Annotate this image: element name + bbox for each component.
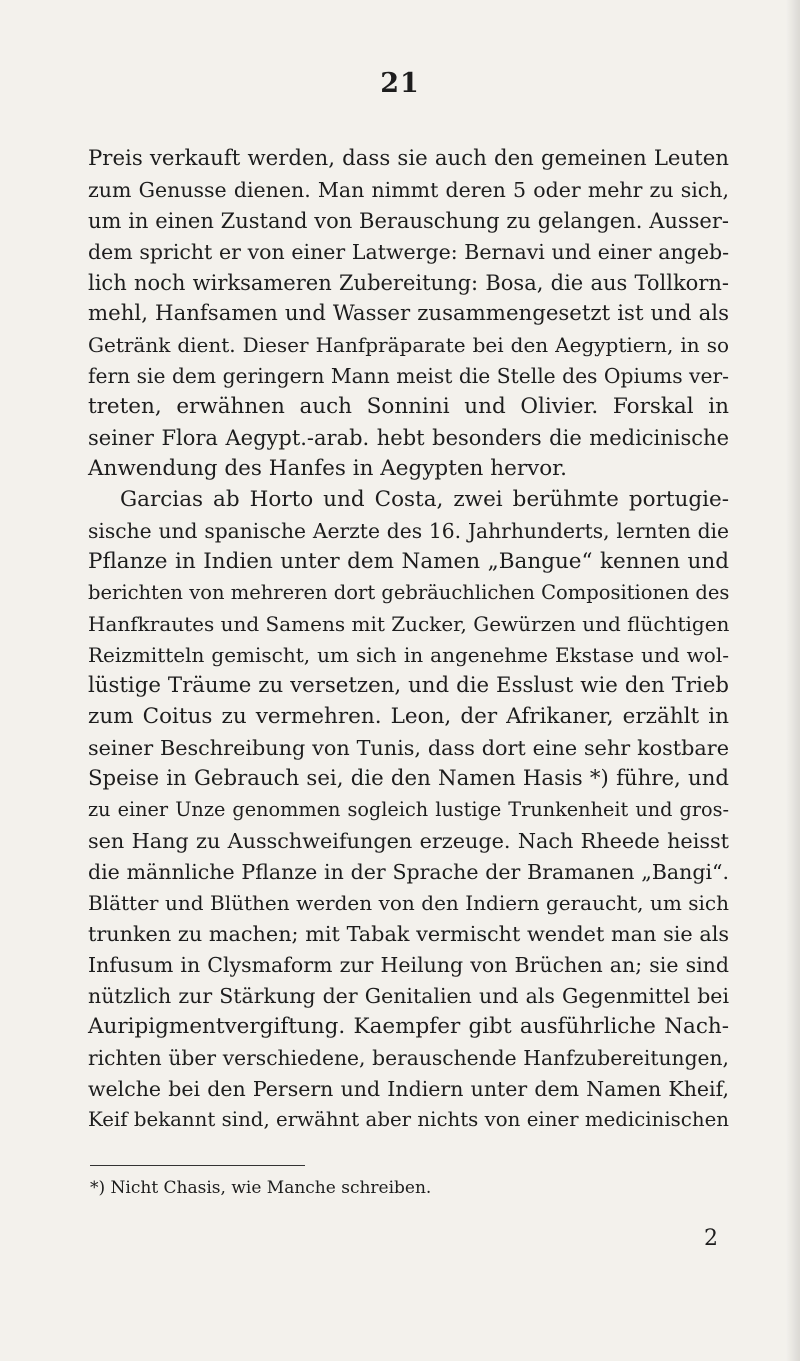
text-line: Anwendung des Hanfes in Aegypten hervor.: [88, 456, 567, 481]
text-line: mehl, Hanfsamen und Wasser zusammengesetzt ist und als: [88, 301, 729, 326]
text-line: lich noch wirksameren Zubereitung: Bosa, die aus Tollkorn-: [88, 271, 729, 295]
text-line: Getränk dient. Dieser Hanfpräparate bei den Aegyptiern, in so: [88, 333, 729, 357]
text-line: Pflanze in Indien unter dem Namen „Bangue“ kennen und: [88, 549, 729, 574]
text-line: Hanfkrautes und Samens mit Zucker, Gewürzen und flüchtigen: [88, 612, 730, 636]
text-line: seiner Flora Aegypt.-arab. hebt besonders die medicinische: [88, 426, 729, 450]
page-edge-shadow: [786, 0, 800, 1361]
text-line: lüstige Träume zu versetzen, und die Esslust wie den Trieb: [88, 673, 729, 698]
text-line: seiner Beschreibung von Tunis, dass dort eine sehr kostbare: [88, 736, 729, 760]
text-line: Garcias ab Horto und Costa, zwei berühmte portugie-: [120, 487, 729, 512]
text-line: welche bei den Persern und Indiern unter dem Namen Kheif,: [88, 1077, 729, 1101]
text-line: sen Hang zu Ausschweifungen erzeuge. Nach Rheede heisst: [88, 829, 729, 853]
text-line: trunken zu machen; mit Tabak vermischt wendet man sie als: [88, 922, 729, 946]
text-line: Reizmitteln gemischt, um sich in angenehme Ekstase und wol-: [88, 643, 729, 667]
text-line: Preis verkauft werden, dass sie auch den gemeinen Leuten: [88, 146, 729, 171]
footnote: *) Nicht Chasis, wie Manche schreiben.: [90, 1178, 432, 1198]
page-number: 21: [380, 68, 420, 99]
text-line: die männliche Pflanze in der Sprache der Bramanen „Bangi“.: [88, 860, 729, 884]
text-line: zum Coitus zu vermehren. Leon, der Afrikaner, erzählt in: [88, 704, 729, 729]
text-line: zum Genusse dienen. Man nimmt deren 5 oder mehr zu sich,: [88, 178, 729, 202]
text-line: nützlich zur Stärkung der Genitalien und als Gegenmittel bei: [88, 984, 729, 1008]
text-line: Blätter und Blüthen werden von den Indiern geraucht, um sich: [88, 891, 729, 915]
text-line: Keif bekannt sind, erwähnt aber nichts von einer medicinischen: [88, 1108, 729, 1131]
text-line: Auripigmentvergiftung. Kaempfer gibt ausführliche Nach-: [88, 1014, 729, 1039]
text-line: fern sie dem geringern Mann meist die Stelle des Opiums ver-: [88, 364, 729, 388]
text-line: berichten von mehreren dort gebräuchlichen Compositionen des: [88, 581, 730, 604]
text-line: um in einen Zustand von Berauschung zu gelangen. Ausser-: [88, 209, 729, 233]
text-line: dem spricht er von einer Latwerge: Bernavi und einer angeb-: [88, 240, 729, 264]
signature-mark: 2: [704, 1226, 718, 1251]
text-line: zu einer Unze genommen sogleich lustige Trunkenheit und gros-: [88, 798, 729, 821]
text-line: sische und spanische Aerzte des 16. Jahrhunderts, lernten die: [88, 519, 729, 543]
footnote-divider: [90, 1165, 305, 1166]
text-line: Speise in Gebrauch sei, die den Namen Hasis *) führe, und: [88, 766, 729, 791]
text-line: treten, erwähnen auch Sonnini und Olivier. Forskal in: [88, 394, 729, 419]
text-line: richten über verschiedene, berauschende Hanfzubereitungen,: [88, 1046, 729, 1070]
text-line: Infusum in Clysmaform zur Heilung von Brüchen an; sie sind: [88, 953, 729, 977]
